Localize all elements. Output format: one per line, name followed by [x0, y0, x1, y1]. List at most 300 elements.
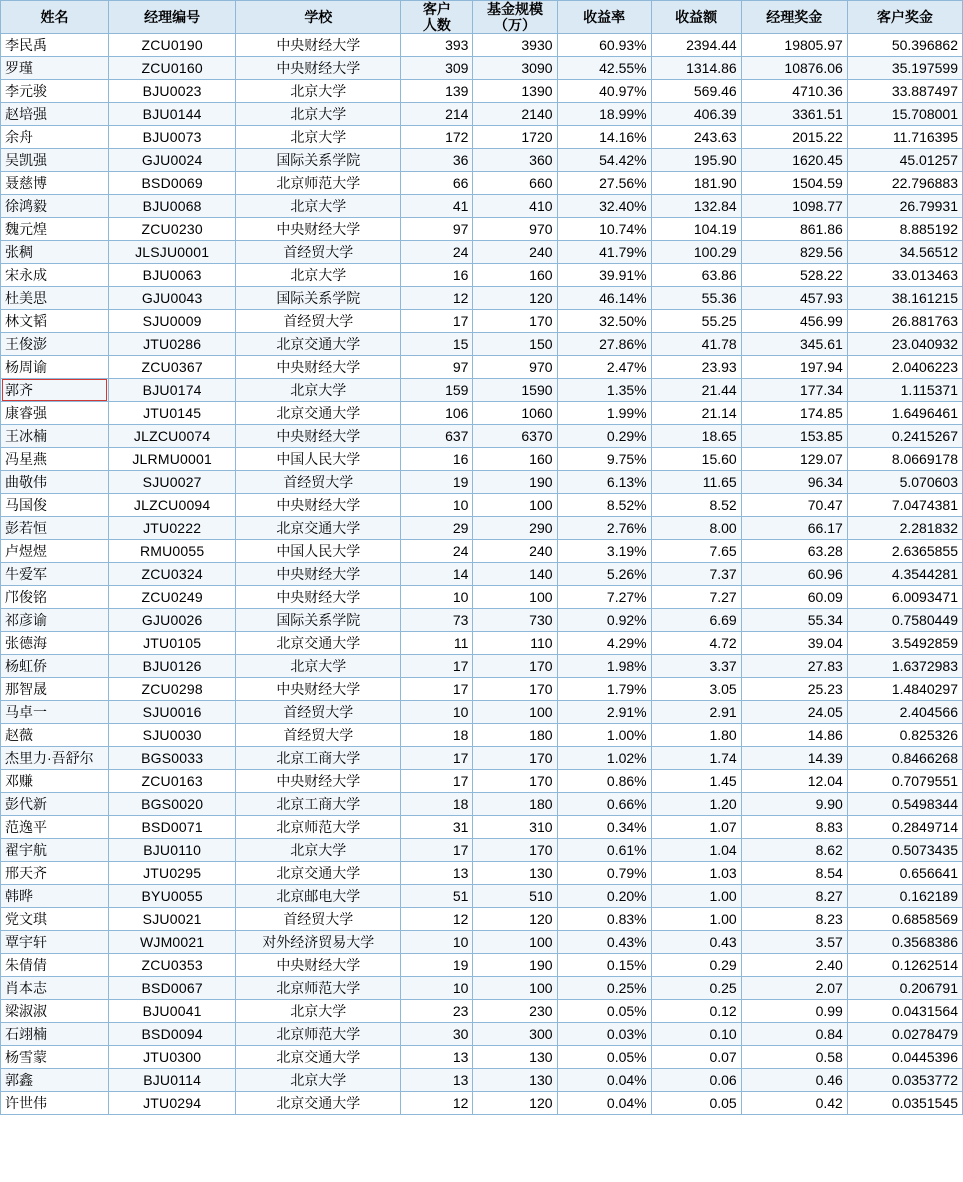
cell-customers[interactable]: 18 — [401, 724, 473, 747]
cell-customer-bonus[interactable]: 7.0474381 — [847, 494, 962, 517]
table-row[interactable] — [1, 816, 963, 839]
cell-fund-size[interactable]: 140 — [473, 563, 557, 586]
cell-manager-code[interactable]: BSD0069 — [109, 172, 236, 195]
cell-profit[interactable]: 1.20 — [651, 793, 741, 816]
cell-profit[interactable]: 1.07 — [651, 816, 741, 839]
cell-return-rate[interactable]: 0.15% — [557, 954, 651, 977]
cell-manager-code[interactable]: ZCU0353 — [109, 954, 236, 977]
cell-customers[interactable]: 51 — [401, 885, 473, 908]
cell-profit[interactable]: 0.29 — [651, 954, 741, 977]
cell-customer-bonus[interactable]: 8.0669178 — [847, 448, 962, 471]
cell-profit[interactable]: 3.37 — [651, 655, 741, 678]
column-header-fund[interactable]: 基金规模 （万） — [473, 1, 557, 34]
cell-manager-code[interactable]: JLZCU0094 — [109, 494, 236, 517]
table-row[interactable] — [1, 356, 963, 379]
cell-fund-size[interactable]: 170 — [473, 770, 557, 793]
table-row[interactable] — [1, 287, 963, 310]
table-row[interactable] — [1, 149, 963, 172]
cell-return-rate[interactable]: 0.43% — [557, 931, 651, 954]
cell-customer-bonus[interactable]: 4.3544281 — [847, 563, 962, 586]
cell-profit[interactable]: 18.65 — [651, 425, 741, 448]
cell-fund-size[interactable]: 3090 — [473, 57, 557, 80]
cell-school[interactable]: 北京大学 — [236, 264, 401, 287]
cell-profit[interactable]: 0.07 — [651, 1046, 741, 1069]
cell-profit[interactable]: 0.43 — [651, 931, 741, 954]
cell-customer-bonus[interactable]: 0.8466268 — [847, 747, 962, 770]
cell-name[interactable]: 石翊楠 — [1, 1023, 109, 1046]
cell-manager-code[interactable]: JTU0300 — [109, 1046, 236, 1069]
cell-school[interactable]: 北京大学 — [236, 839, 401, 862]
cell-fund-size[interactable]: 170 — [473, 839, 557, 862]
cell-manager-code[interactable]: ZCU0367 — [109, 356, 236, 379]
cell-profit[interactable]: 55.36 — [651, 287, 741, 310]
cell-profit[interactable]: 11.65 — [651, 471, 741, 494]
cell-return-rate[interactable]: 1.00% — [557, 724, 651, 747]
cell-name[interactable]: 杨雪蒙 — [1, 1046, 109, 1069]
cell-customer-bonus[interactable]: 8.885192 — [847, 218, 962, 241]
cell-manager-code[interactable]: BSD0071 — [109, 816, 236, 839]
cell-profit[interactable]: 15.60 — [651, 448, 741, 471]
cell-name[interactable]: 党文琪 — [1, 908, 109, 931]
cell-profit[interactable]: 195.90 — [651, 149, 741, 172]
cell-customers[interactable]: 41 — [401, 195, 473, 218]
table-row[interactable] — [1, 885, 963, 908]
cell-school[interactable]: 国际关系学院 — [236, 609, 401, 632]
cell-name[interactable]: 徐鸿毅 — [1, 195, 109, 218]
table-row[interactable] — [1, 241, 963, 264]
cell-fund-size[interactable]: 230 — [473, 1000, 557, 1023]
cell-customer-bonus[interactable]: 33.887497 — [847, 80, 962, 103]
cell-manager-code[interactable]: BJU0073 — [109, 126, 236, 149]
cell-name[interactable]: 王俊澎 — [1, 333, 109, 356]
cell-profit[interactable]: 1.45 — [651, 770, 741, 793]
cell-name[interactable]: 彭若恒 — [1, 517, 109, 540]
cell-customers[interactable]: 13 — [401, 1046, 473, 1069]
cell-profit[interactable]: 2394.44 — [651, 34, 741, 57]
cell-customer-bonus[interactable]: 1.6372983 — [847, 655, 962, 678]
cell-customer-bonus[interactable]: 0.0353772 — [847, 1069, 962, 1092]
cell-customer-bonus[interactable]: 0.206791 — [847, 977, 962, 1000]
cell-customer-bonus[interactable]: 22.796883 — [847, 172, 962, 195]
cell-name[interactable]: 康睿强 — [1, 402, 109, 425]
cell-profit[interactable]: 1.04 — [651, 839, 741, 862]
cell-fund-size[interactable]: 240 — [473, 241, 557, 264]
cell-manager-code[interactable]: BYU0055 — [109, 885, 236, 908]
cell-return-rate[interactable]: 0.83% — [557, 908, 651, 931]
cell-profit[interactable]: 8.00 — [651, 517, 741, 540]
cell-school[interactable]: 北京大学 — [236, 1069, 401, 1092]
cell-name[interactable]: 韩晔 — [1, 885, 109, 908]
cell-fund-size[interactable]: 360 — [473, 149, 557, 172]
cell-customers[interactable]: 139 — [401, 80, 473, 103]
cell-customer-bonus[interactable]: 2.0406223 — [847, 356, 962, 379]
cell-customer-bonus[interactable]: 35.197599 — [847, 57, 962, 80]
table-row[interactable] — [1, 1069, 963, 1092]
cell-return-rate[interactable]: 0.66% — [557, 793, 651, 816]
cell-school[interactable]: 中央财经大学 — [236, 218, 401, 241]
cell-fund-size[interactable]: 160 — [473, 264, 557, 287]
table-row[interactable] — [1, 540, 963, 563]
cell-customers[interactable]: 10 — [401, 586, 473, 609]
cell-return-rate[interactable]: 32.50% — [557, 310, 651, 333]
cell-manager-code[interactable]: RMU0055 — [109, 540, 236, 563]
cell-fund-size[interactable]: 290 — [473, 517, 557, 540]
cell-name[interactable]: 杰里力·吾舒尔 — [1, 747, 109, 770]
table-row[interactable] — [1, 448, 963, 471]
cell-customer-bonus[interactable]: 38.161215 — [847, 287, 962, 310]
cell-name[interactable]: 彭代新 — [1, 793, 109, 816]
table-row[interactable] — [1, 57, 963, 80]
cell-name[interactable]: 那智晟 — [1, 678, 109, 701]
cell-profit[interactable]: 243.63 — [651, 126, 741, 149]
cell-school[interactable]: 北京师范大学 — [236, 1023, 401, 1046]
cell-return-rate[interactable]: 1.02% — [557, 747, 651, 770]
cell-fund-size[interactable]: 130 — [473, 1046, 557, 1069]
cell-customer-bonus[interactable]: 45.01257 — [847, 149, 962, 172]
table-row[interactable] — [1, 931, 963, 954]
cell-name[interactable]: 朱倩倩 — [1, 954, 109, 977]
cell-manager-bonus[interactable]: 528.22 — [741, 264, 847, 287]
cell-school[interactable]: 首经贸大学 — [236, 724, 401, 747]
table-row[interactable] — [1, 218, 963, 241]
cell-manager-code[interactable]: SJU0016 — [109, 701, 236, 724]
cell-manager-bonus[interactable]: 129.07 — [741, 448, 847, 471]
cell-school[interactable]: 北京工商大学 — [236, 747, 401, 770]
cell-customers[interactable]: 17 — [401, 678, 473, 701]
cell-customers[interactable]: 97 — [401, 356, 473, 379]
cell-manager-bonus[interactable]: 457.93 — [741, 287, 847, 310]
cell-name[interactable]: 聂慈博 — [1, 172, 109, 195]
cell-customers[interactable]: 17 — [401, 747, 473, 770]
cell-name[interactable]: 林文韬 — [1, 310, 109, 333]
cell-name[interactable]: 曲敬伟 — [1, 471, 109, 494]
cell-manager-bonus[interactable]: 861.86 — [741, 218, 847, 241]
cell-fund-size[interactable]: 2140 — [473, 103, 557, 126]
cell-school[interactable]: 中央财经大学 — [236, 57, 401, 80]
cell-manager-bonus[interactable]: 3.57 — [741, 931, 847, 954]
cell-school[interactable]: 首经贸大学 — [236, 241, 401, 264]
cell-customers[interactable]: 97 — [401, 218, 473, 241]
cell-manager-bonus[interactable]: 55.34 — [741, 609, 847, 632]
cell-fund-size[interactable]: 120 — [473, 1092, 557, 1115]
table-row[interactable] — [1, 678, 963, 701]
cell-profit[interactable]: 406.39 — [651, 103, 741, 126]
cell-school[interactable]: 中央财经大学 — [236, 586, 401, 609]
cell-school[interactable]: 北京大学 — [236, 103, 401, 126]
cell-customers[interactable]: 30 — [401, 1023, 473, 1046]
cell-return-rate[interactable]: 0.03% — [557, 1023, 651, 1046]
cell-manager-bonus[interactable]: 3361.51 — [741, 103, 847, 126]
cell-manager-bonus[interactable]: 8.27 — [741, 885, 847, 908]
cell-customers[interactable]: 36 — [401, 149, 473, 172]
cell-fund-size[interactable]: 660 — [473, 172, 557, 195]
cell-manager-bonus[interactable]: 39.04 — [741, 632, 847, 655]
cell-customers[interactable]: 309 — [401, 57, 473, 80]
table-row[interactable] — [1, 34, 963, 57]
table-row[interactable] — [1, 609, 963, 632]
cell-return-rate[interactable]: 2.76% — [557, 517, 651, 540]
cell-manager-bonus[interactable]: 0.84 — [741, 1023, 847, 1046]
cell-manager-bonus[interactable]: 9.90 — [741, 793, 847, 816]
cell-school[interactable]: 中国人民大学 — [236, 540, 401, 563]
cell-manager-code[interactable]: BJU0114 — [109, 1069, 236, 1092]
cell-return-rate[interactable]: 3.19% — [557, 540, 651, 563]
cell-manager-code[interactable]: SJU0009 — [109, 310, 236, 333]
cell-fund-size[interactable]: 6370 — [473, 425, 557, 448]
cell-school[interactable]: 北京大学 — [236, 1000, 401, 1023]
cell-fund-size[interactable]: 240 — [473, 540, 557, 563]
cell-profit[interactable]: 0.06 — [651, 1069, 741, 1092]
cell-manager-code[interactable]: BJU0144 — [109, 103, 236, 126]
table-row[interactable] — [1, 563, 963, 586]
cell-name[interactable]: 罗瑾 — [1, 57, 109, 80]
cell-return-rate[interactable]: 4.29% — [557, 632, 651, 655]
cell-customers[interactable]: 637 — [401, 425, 473, 448]
table-row[interactable] — [1, 379, 963, 402]
table-row[interactable] — [1, 793, 963, 816]
cell-return-rate[interactable]: 0.04% — [557, 1069, 651, 1092]
cell-customer-bonus[interactable]: 0.0445396 — [847, 1046, 962, 1069]
cell-customer-bonus[interactable]: 0.0278479 — [847, 1023, 962, 1046]
cell-school[interactable]: 国际关系学院 — [236, 287, 401, 310]
cell-profit[interactable]: 0.25 — [651, 977, 741, 1000]
table-row[interactable] — [1, 977, 963, 1000]
cell-name[interactable]: 杨虹侨 — [1, 655, 109, 678]
cell-customers[interactable]: 10 — [401, 494, 473, 517]
cell-profit[interactable]: 8.52 — [651, 494, 741, 517]
cell-school[interactable]: 中央财经大学 — [236, 494, 401, 517]
cell-school[interactable]: 北京交通大学 — [236, 1092, 401, 1115]
table-row[interactable] — [1, 747, 963, 770]
cell-return-rate[interactable]: 6.13% — [557, 471, 651, 494]
table-row[interactable] — [1, 724, 963, 747]
column-header-profit[interactable]: 收益额 — [651, 1, 741, 34]
cell-school[interactable]: 中央财经大学 — [236, 356, 401, 379]
cell-manager-bonus[interactable]: 25.23 — [741, 678, 847, 701]
cell-name[interactable]: 祁彦谕 — [1, 609, 109, 632]
table-row[interactable] — [1, 425, 963, 448]
cell-manager-bonus[interactable]: 197.94 — [741, 356, 847, 379]
cell-profit[interactable]: 1.03 — [651, 862, 741, 885]
table-row[interactable] — [1, 402, 963, 425]
cell-customers[interactable]: 12 — [401, 1092, 473, 1115]
cell-name[interactable]: 邢天齐 — [1, 862, 109, 885]
column-header-name[interactable]: 姓名 — [1, 1, 109, 34]
cell-profit[interactable]: 0.12 — [651, 1000, 741, 1023]
table-row[interactable] — [1, 264, 963, 287]
cell-name-highlighted[interactable]: 郭齐 — [1, 379, 109, 402]
cell-return-rate[interactable]: 0.05% — [557, 1046, 651, 1069]
cell-manager-bonus[interactable]: 1098.77 — [741, 195, 847, 218]
table-row[interactable] — [1, 195, 963, 218]
cell-school[interactable]: 北京工商大学 — [236, 793, 401, 816]
cell-customers[interactable]: 17 — [401, 770, 473, 793]
cell-fund-size[interactable]: 100 — [473, 701, 557, 724]
cell-customers[interactable]: 31 — [401, 816, 473, 839]
cell-return-rate[interactable]: 0.86% — [557, 770, 651, 793]
cell-customer-bonus[interactable]: 0.2849714 — [847, 816, 962, 839]
cell-return-rate[interactable]: 18.99% — [557, 103, 651, 126]
cell-customers[interactable]: 13 — [401, 1069, 473, 1092]
table-row[interactable] — [1, 632, 963, 655]
table-row[interactable] — [1, 1046, 963, 1069]
cell-manager-code[interactable]: BJU0023 — [109, 80, 236, 103]
table-row[interactable] — [1, 1000, 963, 1023]
cell-fund-size[interactable]: 100 — [473, 586, 557, 609]
table-row[interactable] — [1, 908, 963, 931]
cell-profit[interactable]: 41.78 — [651, 333, 741, 356]
cell-fund-size[interactable]: 130 — [473, 1069, 557, 1092]
cell-school[interactable]: 对外经济贸易大学 — [236, 931, 401, 954]
cell-return-rate[interactable]: 2.91% — [557, 701, 651, 724]
cell-fund-size[interactable]: 1390 — [473, 80, 557, 103]
cell-name[interactable]: 许世伟 — [1, 1092, 109, 1115]
cell-school[interactable]: 中央财经大学 — [236, 425, 401, 448]
cell-manager-code[interactable]: JTU0105 — [109, 632, 236, 655]
cell-manager-bonus[interactable]: 829.56 — [741, 241, 847, 264]
cell-manager-bonus[interactable]: 0.42 — [741, 1092, 847, 1115]
cell-name[interactable]: 马国俊 — [1, 494, 109, 517]
cell-manager-bonus[interactable]: 24.05 — [741, 701, 847, 724]
cell-customers[interactable]: 172 — [401, 126, 473, 149]
cell-return-rate[interactable]: 1.99% — [557, 402, 651, 425]
cell-manager-code[interactable]: JLSJU0001 — [109, 241, 236, 264]
table-row[interactable] — [1, 839, 963, 862]
cell-return-rate[interactable]: 5.26% — [557, 563, 651, 586]
cell-customers[interactable]: 12 — [401, 908, 473, 931]
cell-manager-code[interactable]: JTU0286 — [109, 333, 236, 356]
cell-manager-code[interactable]: BJU0126 — [109, 655, 236, 678]
cell-name[interactable]: 翟宇航 — [1, 839, 109, 862]
cell-return-rate[interactable]: 46.14% — [557, 287, 651, 310]
cell-profit[interactable]: 7.37 — [651, 563, 741, 586]
cell-customers[interactable]: 19 — [401, 954, 473, 977]
cell-name[interactable]: 杨周谕 — [1, 356, 109, 379]
cell-fund-size[interactable]: 1060 — [473, 402, 557, 425]
cell-customer-bonus[interactable]: 0.162189 — [847, 885, 962, 908]
cell-manager-code[interactable]: BJU0174 — [109, 379, 236, 402]
cell-manager-code[interactable]: BJU0063 — [109, 264, 236, 287]
cell-customers[interactable]: 23 — [401, 1000, 473, 1023]
table-row[interactable] — [1, 1092, 963, 1115]
cell-fund-size[interactable]: 310 — [473, 816, 557, 839]
cell-name[interactable]: 李元骏 — [1, 80, 109, 103]
cell-manager-bonus[interactable]: 10876.06 — [741, 57, 847, 80]
cell-name[interactable]: 卢煜煜 — [1, 540, 109, 563]
cell-customer-bonus[interactable]: 15.708001 — [847, 103, 962, 126]
cell-customers[interactable]: 18 — [401, 793, 473, 816]
cell-manager-bonus[interactable]: 27.83 — [741, 655, 847, 678]
cell-customers[interactable]: 12 — [401, 287, 473, 310]
cell-profit[interactable]: 100.29 — [651, 241, 741, 264]
cell-customer-bonus[interactable]: 0.2415267 — [847, 425, 962, 448]
cell-customer-bonus[interactable]: 0.3568386 — [847, 931, 962, 954]
cell-profit[interactable]: 181.90 — [651, 172, 741, 195]
cell-manager-code[interactable]: ZCU0190 — [109, 34, 236, 57]
table-row[interactable] — [1, 701, 963, 724]
cell-profit[interactable]: 55.25 — [651, 310, 741, 333]
cell-customers[interactable]: 10 — [401, 701, 473, 724]
cell-name[interactable]: 余舟 — [1, 126, 109, 149]
cell-manager-code[interactable]: ZCU0163 — [109, 770, 236, 793]
cell-fund-size[interactable]: 300 — [473, 1023, 557, 1046]
cell-return-rate[interactable]: 10.74% — [557, 218, 651, 241]
cell-fund-size[interactable]: 100 — [473, 977, 557, 1000]
cell-manager-bonus[interactable]: 14.39 — [741, 747, 847, 770]
cell-customer-bonus[interactable]: 3.5492859 — [847, 632, 962, 655]
cell-customers[interactable]: 29 — [401, 517, 473, 540]
cell-name[interactable]: 张稠 — [1, 241, 109, 264]
cell-manager-code[interactable]: ZCU0230 — [109, 218, 236, 241]
cell-name[interactable]: 邝俊铭 — [1, 586, 109, 609]
cell-school[interactable]: 国际关系学院 — [236, 149, 401, 172]
cell-customers[interactable]: 19 — [401, 471, 473, 494]
cell-customer-bonus[interactable]: 5.070603 — [847, 471, 962, 494]
table-row[interactable] — [1, 954, 963, 977]
cell-manager-code[interactable]: BGS0020 — [109, 793, 236, 816]
cell-manager-bonus[interactable]: 8.62 — [741, 839, 847, 862]
cell-customer-bonus[interactable]: 0.7580449 — [847, 609, 962, 632]
cell-customers[interactable]: 24 — [401, 540, 473, 563]
cell-manager-bonus[interactable]: 2.07 — [741, 977, 847, 1000]
cell-customer-bonus[interactable]: 2.404566 — [847, 701, 962, 724]
cell-profit[interactable]: 1314.86 — [651, 57, 741, 80]
cell-name[interactable]: 宋永成 — [1, 264, 109, 287]
cell-customers[interactable]: 10 — [401, 931, 473, 954]
cell-school[interactable]: 北京大学 — [236, 195, 401, 218]
cell-return-rate[interactable]: 0.20% — [557, 885, 651, 908]
table-row[interactable] — [1, 172, 963, 195]
column-header-code[interactable]: 经理编号 — [109, 1, 236, 34]
cell-customer-bonus[interactable]: 1.6496461 — [847, 402, 962, 425]
cell-manager-code[interactable]: BJU0110 — [109, 839, 236, 862]
cell-profit[interactable]: 4.72 — [651, 632, 741, 655]
column-header-customers[interactable]: 客户 人数 — [401, 1, 473, 34]
cell-customers[interactable]: 73 — [401, 609, 473, 632]
cell-fund-size[interactable]: 970 — [473, 356, 557, 379]
cell-manager-code[interactable]: SJU0030 — [109, 724, 236, 747]
cell-name[interactable]: 吴凯强 — [1, 149, 109, 172]
cell-profit[interactable]: 1.80 — [651, 724, 741, 747]
cell-manager-bonus[interactable]: 70.47 — [741, 494, 847, 517]
cell-customer-bonus[interactable]: 1.4840297 — [847, 678, 962, 701]
cell-manager-code[interactable]: BJU0041 — [109, 1000, 236, 1023]
column-header-customer-bonus[interactable]: 客户奖金 — [847, 1, 962, 34]
cell-fund-size[interactable]: 120 — [473, 287, 557, 310]
cell-return-rate[interactable]: 0.29% — [557, 425, 651, 448]
cell-profit[interactable]: 569.46 — [651, 80, 741, 103]
cell-manager-bonus[interactable]: 19805.97 — [741, 34, 847, 57]
cell-customer-bonus[interactable]: 2.6365855 — [847, 540, 962, 563]
cell-return-rate[interactable]: 7.27% — [557, 586, 651, 609]
cell-fund-size[interactable]: 510 — [473, 885, 557, 908]
cell-name[interactable]: 范逸平 — [1, 816, 109, 839]
cell-return-rate[interactable]: 0.34% — [557, 816, 651, 839]
cell-manager-bonus[interactable]: 66.17 — [741, 517, 847, 540]
cell-school[interactable]: 首经贸大学 — [236, 701, 401, 724]
cell-customer-bonus[interactable]: 50.396862 — [847, 34, 962, 57]
cell-manager-code[interactable]: GJU0026 — [109, 609, 236, 632]
cell-school[interactable]: 北京邮电大学 — [236, 885, 401, 908]
table-row[interactable] — [1, 126, 963, 149]
cell-customer-bonus[interactable]: 6.0093471 — [847, 586, 962, 609]
cell-return-rate[interactable]: 1.98% — [557, 655, 651, 678]
cell-name[interactable]: 魏元煌 — [1, 218, 109, 241]
cell-manager-bonus[interactable]: 1620.45 — [741, 149, 847, 172]
cell-customer-bonus[interactable]: 0.7079551 — [847, 770, 962, 793]
cell-name[interactable]: 赵培强 — [1, 103, 109, 126]
cell-profit[interactable]: 0.05 — [651, 1092, 741, 1115]
